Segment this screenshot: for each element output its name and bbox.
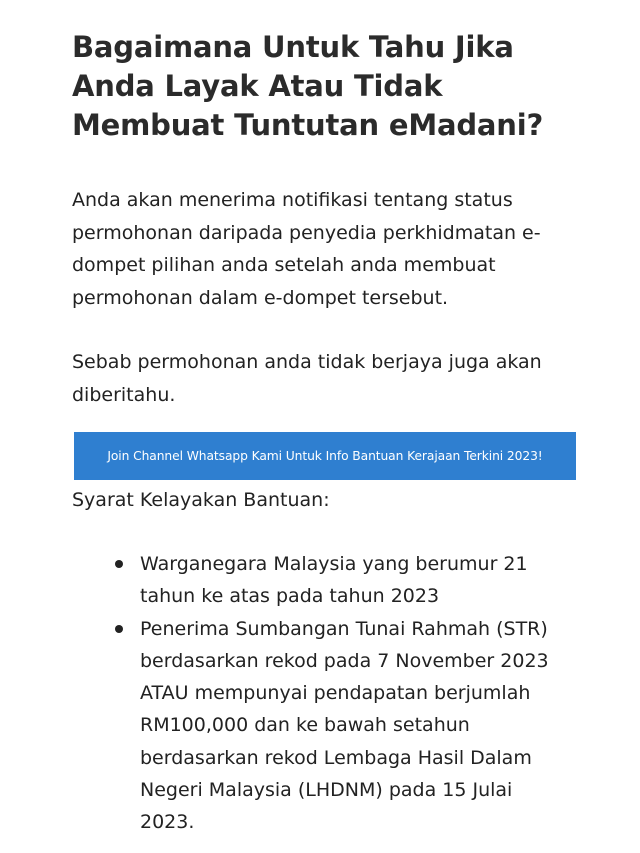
article-content — [72, 28, 572, 411]
requirements-list — [72, 548, 572, 839]
article-title: Bagaimana Untuk Tahu Jika Anda Layak Atau Tidak Membuat Tuntutan eMadani? — [72, 30, 544, 142]
bullet-icon — [115, 560, 123, 568]
list-item — [72, 613, 572, 839]
bullet-icon — [115, 625, 123, 633]
list-item — [72, 548, 572, 613]
join-whatsapp-channel-button[interactable]: Join Channel Whatsapp Kami Untuk Info Bantuan Kerajaan Terkini 2023! — [74, 432, 576, 480]
requirement-citizenship-text: Warganegara Malaysia yang berumur 21 tahun ke atas pada tahun 2023 — [140, 553, 528, 608]
requirements-heading: Syarat Kelayakan Bantuan: — [72, 489, 330, 511]
requirement-income-text: Penerima Sumbangan Tunai Rahmah (STR) berdasarkan rekod pada 7 November 2023 ATAU mempunyai pendapatan berjumlah RM100,000 dan ke bawah setahun berdasarkan rekod Lembaga Hasil Dalam Negeri Malaysia (LHDNM) pada 15 Julai 2023. — [140, 617, 549, 834]
rejection-reason-paragraph: Sebab permohonan anda tidak berjaya juga akan diberitahu. — [72, 351, 542, 406]
status-notification-paragraph: Anda akan menerima notifikasi tentang status permohonan daripada penyedia perkhidmatan e-dompet pilihan anda setelah anda membuat permohonan dalam e-dompet tersebut. — [72, 189, 541, 309]
